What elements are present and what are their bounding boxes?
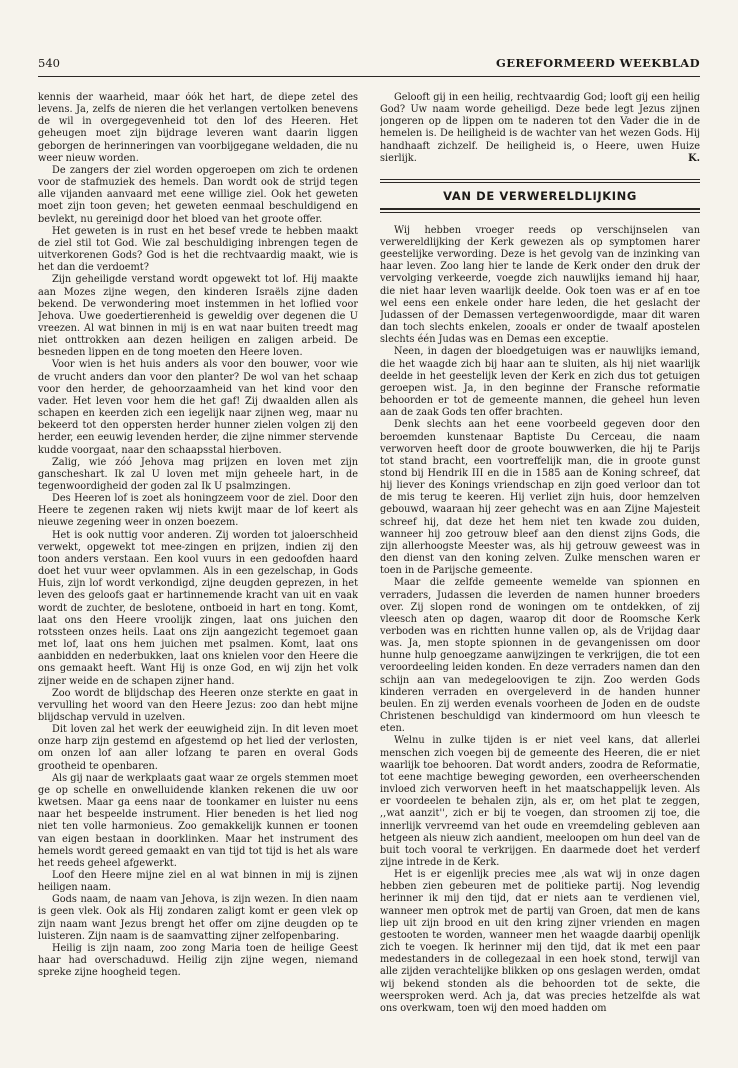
paragraph bbox=[380, 92, 700, 165]
intro-text: Gelooft gij in een heilig, rechtvaardig God; looft gij een heilig God? Uw naam worde geheiligd. Deze bede legt Jezus zijnen jongeren op de lippen om te naderen tot den Vader die in de hemelen is. De heiligheid is de wachter van het wezen Gods. Hij handhaaft zichzelf. De heiligheid is, o Heere, uwen Huize sierlijk. bbox=[380, 92, 700, 164]
section-title: VAN DE VERWERELDLIJKING bbox=[443, 189, 637, 204]
paragraph: Maar die zelfde gemeente wemelde van spionnen en verraders, Judassen die leverden de namen hunner broeders over. Zij slopen rond de woningen om te ontdekken, of zij vleesch aten op dagen, waarop dit door de Roomsche Kerk verboden was en richtten hunne vallen op, als de Vrijdag daar was. Ja, men stopte spionnen in de gevangenissen om door hunne hulp genoegzame aanwijzingen te verkrijgen, die tot een veroordeeling leiden konden. En deze verraders namen dan den schijn aan van medegeloovigen te zijn. Zoo werden Gods kinderen verraden en overgeleverd in de handen hunner beulen. En zij werden evenals voorheen de Joden en de oudste Christenen beschuldigd van kindermoord om hun vleesch te eten. bbox=[380, 577, 700, 735]
divider bbox=[380, 182, 700, 183]
masthead-title: GEREFORMEERD WEEKBLAD bbox=[496, 56, 700, 70]
paragraph: Des Heeren lof is zoet als honingzeem voor de ziel. Door den Heere te zegenen raken wij niets kwijt maar de lof keert als nieuwe zegening weer in onzen boezem. bbox=[38, 493, 358, 529]
paragraph: Het is er eigenlijk precies mee ,als wat wij in onze dagen hebben zien gebeuren met de politieke partij. Nog levendig herinner ik mij den tijd, dat er niets aan te verdienen viel, wanneer men optrok met de partij van Groen, dat men de kans liep uit zijn brood en uit den kring zijner vrienden en magen gestooten te worden, wanneer men het waagde daarbij openlijk zich te voegen. Ik herinner mij den tijd, dat ik met een paar medestanders in de collegezaal in een hoek stond, terwijl van alle zijden verachtelijke blikken op ons geslagen werden, omdat wij bekend stonden als die behoorden tot de sekte, die weersproken werd. Ach ja, dat was precies hetzelfde als wat ons overkwam, toen wij den moed hadden om bbox=[380, 869, 700, 1014]
paragraph: De zangers der ziel worden opgeroepen om zich te ordenen voor de stafmuziek des hemels. Dan wordt ook de strijd tegen alle vijanden aanvaard met eene willige ziel. Ook het geweten moet zijn toon geven; het geweten eenmaal beschuldigend en bevlekt, nu gereinigd door het bloed van het groote offer. bbox=[38, 164, 358, 225]
author-signature: K. bbox=[688, 152, 700, 164]
paragraph: Als gij naar de werkplaats gaat waar ze orgels stemmen moet ge op schelle en onwelluidende klanken rekenen die uw oor kwetsen. Maar ga eens naar de toonkamer en luister nu eens naar het bespeelde instrument. Hier beneden is het lied nog niet ten volle harmonieus. Zoo gemakkelijk kunnen er toonen van eigen bestaan in doorklinken. Maar het instrument des hemels wordt gereed gemaakt en van tijd tot tijd is het als ware het reeds geheel afgewerkt. bbox=[38, 772, 358, 869]
divider bbox=[380, 212, 700, 213]
left-column bbox=[38, 92, 358, 1058]
paragraph: Het is ook nuttig voor anderen. Zij worden tot jaloerschheid verwekt, opgewekt tot mee-zingen en prijzen, indien zij den toon anders verstaan. Een kool vuurs in een gedoofden haard doet het vuur weer opvlammen. Als in een gezelschap, in Gods Huis, zijn lof wordt verkondigd, zijne deugden geprezen, in het leven des geloofs gaat er hartinnemende kracht van uit en vaak wordt de zuchter, de beslotene, ontboeid in hart en tong. Komt, laat ons den Heere vroolijk zingen, laat ons juichen den rotssteen onzes heils. Laat ons zijn aangezicht tegemoet gaan met lof, laat ons hem juichen met psalmen. Komt, laat ons aanbidden en nederbukken, laat ons knielen voor den Heere die ons gemaakt heeft. Want Hij is onze God, en wij zijn het volk zijner weide en de schapen zijner hand. bbox=[38, 529, 358, 687]
paragraph: Zoo wordt de blijdschap des Heeren onze sterkte en gaat in vervulling het woord van den Heere Jezus: zoo dan hebt mijne blijdschap vervuld in uzelven. bbox=[38, 687, 358, 723]
paragraph: Zalig, wie zóó Jehova mag prijzen en loven met zijn ganscheshart. Ik zal U loven met mijn geheele hart, in de tegenwoordigheid der goden zal Ik U psalmzingen. bbox=[38, 456, 358, 492]
paragraph: Het geweten is in rust en het besef vrede te hebben maakt de ziel stil tot God. Wie zal beschuldiging inbrengen tegen de uitverkorenen Gods? God is het die rechtvaardig maakt, wie is het dan die verdoemt? bbox=[38, 225, 358, 274]
paragraph: Heilig is zijn naam, zoo zong Maria toen de heilige Geest haar had overschaduwd. Heilig zijn zijne wegen, niemand spreke zijne hoogheid tegen. bbox=[38, 942, 358, 979]
page-number: 540 bbox=[38, 56, 60, 70]
paragraph: Wij hebben vroeger reeds op verschijnselen van verwereldlijking der Kerk gewezen als op symptomen harer geestelijke verwording. Deze is het gevolg van de inzinking van haar leven. Zoo lang hier te lande de Kerk onder den druk der vervolging verkeerde, voegde zich nauwlijks iemand hij haar, die niet haar leven waarlijk deelde. Ook toen was er af en toe wel eens een enkele onder hare leden, die het geslacht der Judassen of der Demassen vertegenwoordigde, maar dit waren dan toch slechts enkelen, zooals er onder de twaalf apostelen slechts één Judas was en Demas een exceptie. bbox=[380, 224, 700, 346]
section-heading bbox=[380, 179, 700, 213]
paragraph: Zijn geheiligde verstand wordt opgewekt tot lof. Hij maakte aan Mozes zijne wegen, den kinderen Israëls zijne daden bekend. De verwondering moet instemmen in het loflied voor Jehova. Uwe goedertierenheid is geweldig over degenen die U vreezen. Al wat binnen in mij is en wat naar buiten treedt mag niet onttrokken aan dezen heiligen en zaligen arbeid. De besneden lippen en de tong moeten den Heere loven. bbox=[38, 274, 358, 359]
divider bbox=[380, 179, 700, 180]
divider bbox=[380, 208, 700, 209]
paragraph: Neen, in dagen der bloedgetuigen was er nauwlijks iemand, die het waagde zich bij haar aan te sluiten, als hij niet waarlijk deelde in het geestelijk leven der Kerk en zich dus tot getuigen geroepen wist. Ja, in den beginne der Fransche reformatie behoorden er tot de gemeente mannen, die geheel hun leven aan de zaak Gods ten offer brachten. bbox=[380, 346, 700, 419]
page-header bbox=[38, 56, 700, 77]
paragraph: Welnu in zulke tijden is er niet veel kans, dat allerlei menschen zich voegen bij de gemeente des Heeren, die er niet waarlijk toe behooren. Dat wordt anders, zoodra de Reformatie, tot eene machtige beweging geworden, een overheerschenden invloed zich verworven heeft in het maatschappelijk leven. Als er voordeelen te behalen zijn, als er, om het plat te zeggen, ,,wat aanzit'', zich er bij te voegen, dan stroomen zij toe, die innerlijk vervreemd van het oude en vreemdeling gebleven aan hetgeen als nieuw zich aandient, meeloopen om hun deel van de buit toch vooral te verkrijgen. En daarmede doet het verderf zijne intrede in de Kerk. bbox=[380, 735, 700, 868]
paragraph: Loof den Heere mijne ziel en al wat binnen in mij is zijnen heiligen naam. bbox=[38, 870, 358, 894]
paragraph: Dit loven zal het werk der eeuwigheid zijn. In dit leven moet onze harp zijn gestemd en afgestemd op het lied der verlosten, om onzen lof aan aller lofzang te paren en overal Gods grootheid te openbaren. bbox=[38, 724, 358, 772]
paragraph: Gods naam, de naam van Jehova, is zijn wezen. In dien naam is geen vlek. Ook als Hij zondaren zaligt komt er geen vlek op zijn naam want Jezus brengt het offer om zijne deugden op te luisteren. Zijn naam is de saamvatting zijner zelfopenbaring. bbox=[38, 894, 358, 942]
paragraph: Voor wien is het huis anders als voor den bouwer, voor wie de vrucht anders dan voor den planter? De wol van het schaap voor den herder, de gehoorzaamheid van het kind voor den vader. Het leven voor hem die het gaf! Zij dwaalden allen als schapen en keerden zich een iegelijk naar zijnen weg, maar nu bekeerd tot den oppersten herder hunner zielen volgen zij den herder, een eeuwig levenden herder, die zijne nimmer stervende kudde voorgaat, naar den schaapsstal hierboven. bbox=[38, 359, 358, 456]
right-column bbox=[380, 92, 700, 1058]
paragraph: Denk slechts aan het eene voorbeeld gegeven door den beroemden kunstenaar Baptiste Du Cerceau, die naam verworven heeft door de groote bouwwerken, die hij te Parijs tot stand bracht, een voortreffelijk man, die in groote gunst stond bij Hendrik III en die in 1585 aan de Koning schreef, dat hij liever des Konings vriendschap en zijn goed verloor dan tot de mis terug te keeren. Hij verliet zijn huis, door hemzelven gebouwd, waaraan hij zeer gehecht was en aan Zijne Majesteit schreef hij, dat deze het hem niet ten kwade zou duiden, wanneer hij zoo getrouw bleef aan den dienst zijns Gods, die zijn allerhoogste Meester was, als hij getrouw geweest was in den dienst van den koning zelven. Zulke menschen waren er toen in de Parijsche gemeente. bbox=[380, 419, 700, 577]
paragraph: kennis der waarheid, maar óók het hart, de diepe zetel des levens. Ja, zelfs de nieren die het verlangen vertolken benevens de wil in overgegevenheid tot den lof des Heeren. Het geheugen moet zijn bijdrage leveren want daarin liggen geborgen de herinneringen van voorbijgegane weldaden, die nu weer nieuw worden. bbox=[38, 92, 358, 164]
